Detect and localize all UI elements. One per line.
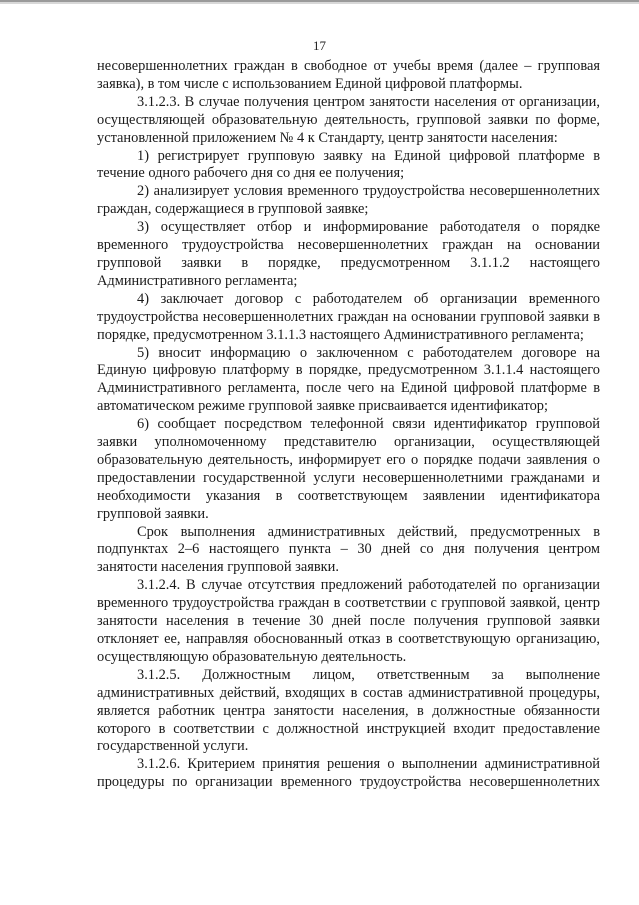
paragraph-deadline: Срок выполнения административных действий, предусмотренных в подпунктах 2–6 настоящего пункта – 30 дней со дня получения центром занятости населения групповой заявки.: [97, 523, 600, 576]
scan-top-edge: [0, 0, 639, 10]
list-item-1: 1) регистрирует групповую заявку на Единой цифровой платформе в течение одного рабочего дня со дня ее получения;: [97, 147, 600, 182]
list-item-5: 5) вносит информацию о заключенном с работодателем договоре на Единую цифровую платформу в порядке, предусмотренном 3.1.1.4 настоящего Административного регламента, после чего на Единой цифровой платформе в автоматическом режиме групповой заявке присваивается идентификатор;: [97, 344, 600, 415]
list-item-4: 4) заключает договор с работодателем об организации временного трудоустройства несовершеннолетних граждан на основании групповой заявки в порядке, предусмотренном 3.1.1.3 настоящего Административного регламента;: [97, 290, 600, 343]
paragraph-intro-continuation: несовершеннолетних граждан в свободное от учебы время (далее – групповая заявка), в том числе с использованием Единой цифровой платформы.: [97, 58, 600, 92]
page-number: 17: [313, 38, 326, 53]
paragraph-3-1-2-3: 3.1.2.3. В случае получения центром занятости населения от организации, осуществляющей образовательную деятельность, групповой заявки по форме, установленной приложением № 4 к Стандарту, центр занятости населения:: [97, 93, 600, 146]
list-item-6: 6) сообщает посредством телефонной связи идентификатор групповой заявки уполномоченному представителю организации, осуществляющей образовательную деятельность, информирует его о порядке подачи заявления о предоставлении государственной услуги несовершеннолетними гражданами и необходимости указания в соответствующем заявлении идентификатора групповой заявки.: [97, 416, 600, 522]
list-item-3: 3) осуществляет отбор и информирование работодателя о порядке временного трудоустройства несовершеннолетних граждан на основании групповой заявки в порядке, предусмотренном 3.1.1.2 настоящего Административного регламента;: [97, 219, 600, 289]
paragraph-3-1-2-5: 3.1.2.5. Должностным лицом, ответственным за выполнение административных действий, входящих в состав административной процедуры, является работник центра занятости населения, в должностные обязанности которого в соответствии с должностной инструкцией входит предоставление государственной услуги.: [97, 666, 600, 755]
paragraph-3-1-2-4: 3.1.2.4. В случае отсутствия предложений работодателей по организации временного трудоустройства граждан в соответствии с групповой заявкой, центр занятости населения в течение 30 дней после получения групповой заявки отклоняет ее, направляя обоснованный отказ в соответствующую организацию, осуществляющую образовательную деятельность.: [97, 577, 600, 665]
list-item-2: 2) анализирует условия временного трудоустройства несовершеннолетних граждан, содержащиеся в групповой заявке;: [97, 183, 600, 218]
paragraph-3-1-2-6: 3.1.2.6. Критерием принятия решения о выполнении административной процедуры по организации временного трудоустройства несовершеннолетних: [97, 756, 600, 791]
document-body: [97, 58, 600, 792]
